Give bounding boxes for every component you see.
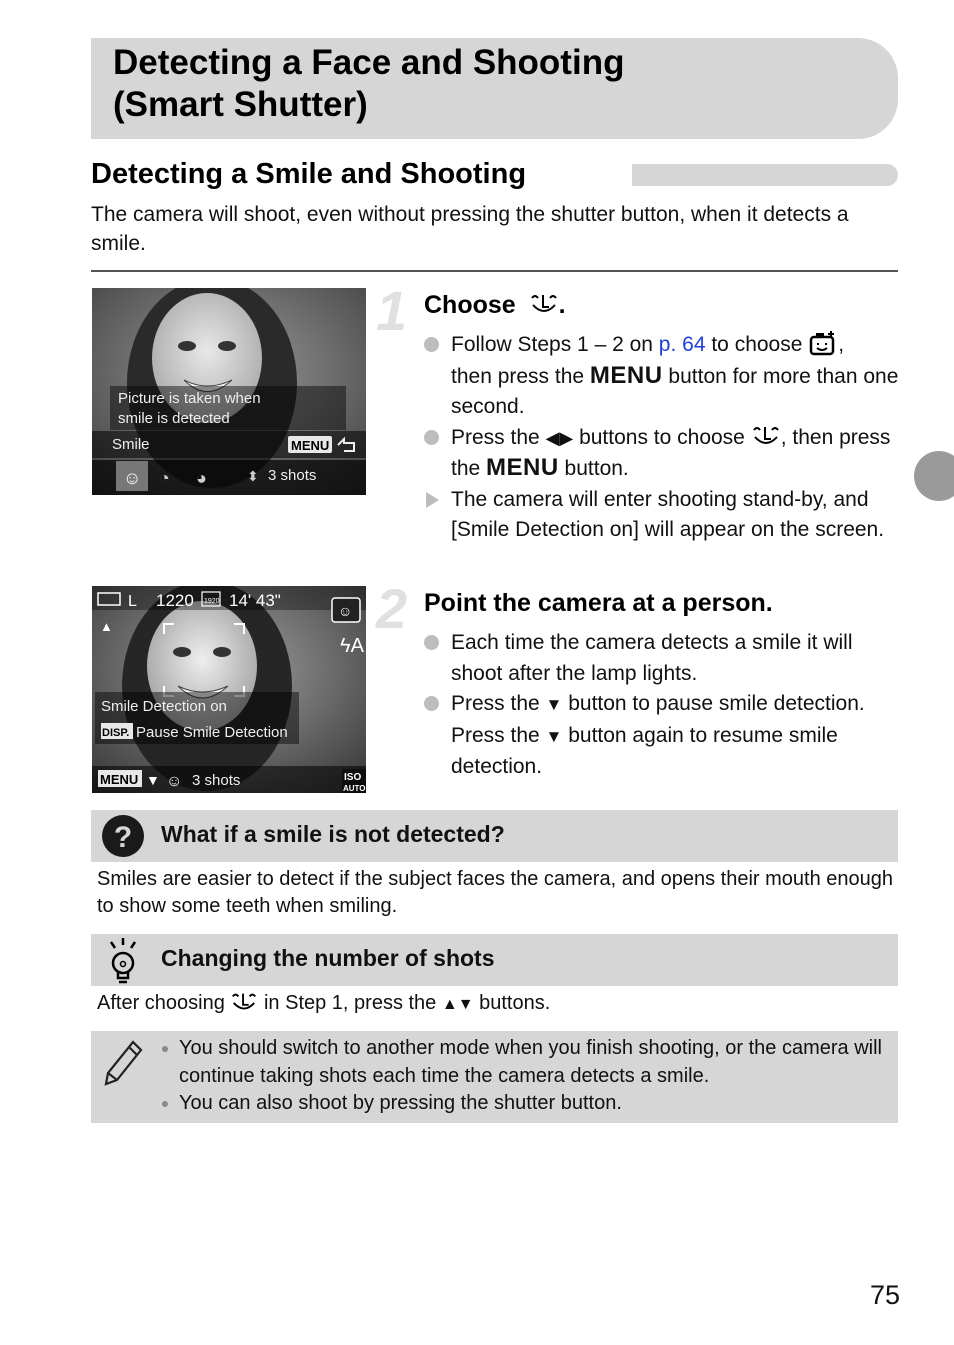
step2-bullet-2: Press the ▼ button to pause smile detection. Press the ▼ button again to resume smile detection. — [424, 689, 899, 783]
note-list — [160, 1035, 895, 1118]
question-icon — [101, 814, 145, 858]
step1-screen-msg2: smile is detected — [118, 410, 230, 427]
menu-button-label: MENU — [486, 454, 559, 481]
hint-title: Changing the number of shots — [161, 945, 495, 971]
step1-bullets — [424, 330, 899, 546]
section-heading: Detecting a Smile and Shooting — [91, 158, 527, 190]
step2-screen-fmt: 1920 — [204, 598, 220, 605]
step1-screen-msg1: Picture is taken when — [118, 390, 261, 407]
svg-text:?: ? — [113, 821, 133, 854]
step1-title-text: Choose — [424, 291, 516, 319]
page-number: 75 — [869, 1280, 900, 1310]
step2-screen-size: L — [128, 593, 137, 610]
tip-body: Smiles are easier to detect if the subject faces the camera, and opens their mouth enough to show some teeth when smiling. — [97, 868, 894, 917]
step1-screen-image — [92, 288, 366, 495]
step2-screen-auto: AUTO — [343, 784, 366, 793]
step2-title: Point the camera at a person. — [424, 589, 773, 617]
step2-screen-status: Smile Detection on — [101, 698, 227, 715]
smile-shutter-icon — [529, 293, 559, 315]
smile-icon: ☺ — [123, 468, 142, 488]
step1-bullet-1: Follow Steps 1 – 2 on p. 64 to choose , then press the MENU button for more than one second. — [424, 330, 899, 423]
step2-screen-time: 14' 43" — [229, 591, 281, 610]
note-item: You can also shoot by pressing the shutter button. — [160, 1090, 895, 1118]
flash-auto-icon: ϟA — [340, 635, 364, 657]
up-down-icon: ⬍ — [247, 468, 259, 484]
step1-screen-menu: MENU — [291, 438, 330, 453]
smile-shutter-icon — [751, 425, 781, 447]
section-heading-bar — [632, 164, 898, 186]
step2-bullet-1: Each time the camera detects a smile it will shoot after the lamp lights. — [424, 628, 899, 689]
note-item: You should switch to another mode when you finish shooting, or the camera will continue taking shots each time the camera detects a smile. — [160, 1035, 895, 1090]
step2-bullets — [424, 628, 899, 783]
step1-bullet-3: The camera will enter shooting stand-by, and [Smile Detection on] will appear on the screen. — [424, 485, 899, 546]
down-arrow-icon: ▼ — [545, 726, 563, 746]
up-down-arrows-icon: ▲▼ — [441, 996, 474, 1013]
step2-screen-iso: ISO — [344, 772, 362, 783]
smile-shutter-icon — [230, 991, 258, 1013]
step1-title-end: . — [558, 291, 566, 319]
step2-screen-image — [92, 586, 366, 793]
hint-body: After choosing in Step 1, press the ▲▼ buttons. — [97, 992, 551, 1014]
page-title-line2: (Smart Shutter) — [113, 85, 368, 124]
step-number-2: 2 — [376, 577, 408, 640]
face-icon: ☺ — [338, 603, 353, 619]
divider — [91, 270, 898, 272]
step2-screen-shots: 3 shots — [192, 772, 241, 789]
step2-screen-pause: Pause Smile Detection — [136, 724, 288, 741]
page-title-line1: Detecting a Face and Shooting — [113, 43, 625, 82]
section-intro: The camera will shoot, even without pressing the shutter button, when it detects a smile. — [91, 203, 849, 255]
step1-bullet-2: Press the ◀▶ buttons to choose , then press the MENU button. — [424, 423, 899, 485]
step1-screen-shots: 3 shots — [268, 467, 317, 484]
down-arrow-icon: ▼ — [146, 772, 160, 788]
face-timer-icon: ◕ — [196, 468, 207, 488]
left-right-arrows-icon: ◀▶ — [545, 427, 574, 448]
chapter-tab — [914, 451, 954, 501]
tip-title: What if a smile is not detected? — [161, 821, 505, 847]
wink-timer-icon: ◔ — [159, 468, 170, 488]
pencil-icon — [103, 1040, 143, 1086]
menu-button-label: MENU — [589, 361, 663, 389]
down-arrow-icon: ▼ — [545, 695, 563, 714]
step2-screen-menu: MENU — [100, 772, 139, 787]
step1-screen-mode: Smile — [112, 436, 150, 453]
page-title — [113, 42, 624, 126]
step1-title — [424, 291, 566, 320]
smile-icon: ☺ — [166, 773, 183, 790]
page-link[interactable]: p. 64 — [658, 333, 706, 356]
step2-screen-disp: DISP. — [102, 727, 130, 739]
step2-screen-res: 1220 — [156, 591, 194, 610]
camera-mode-icon: ▲ — [100, 619, 113, 634]
step-number-1: 1 — [376, 279, 408, 342]
lightbulb-icon — [105, 938, 141, 984]
smart-shutter-mode-icon — [808, 331, 838, 357]
